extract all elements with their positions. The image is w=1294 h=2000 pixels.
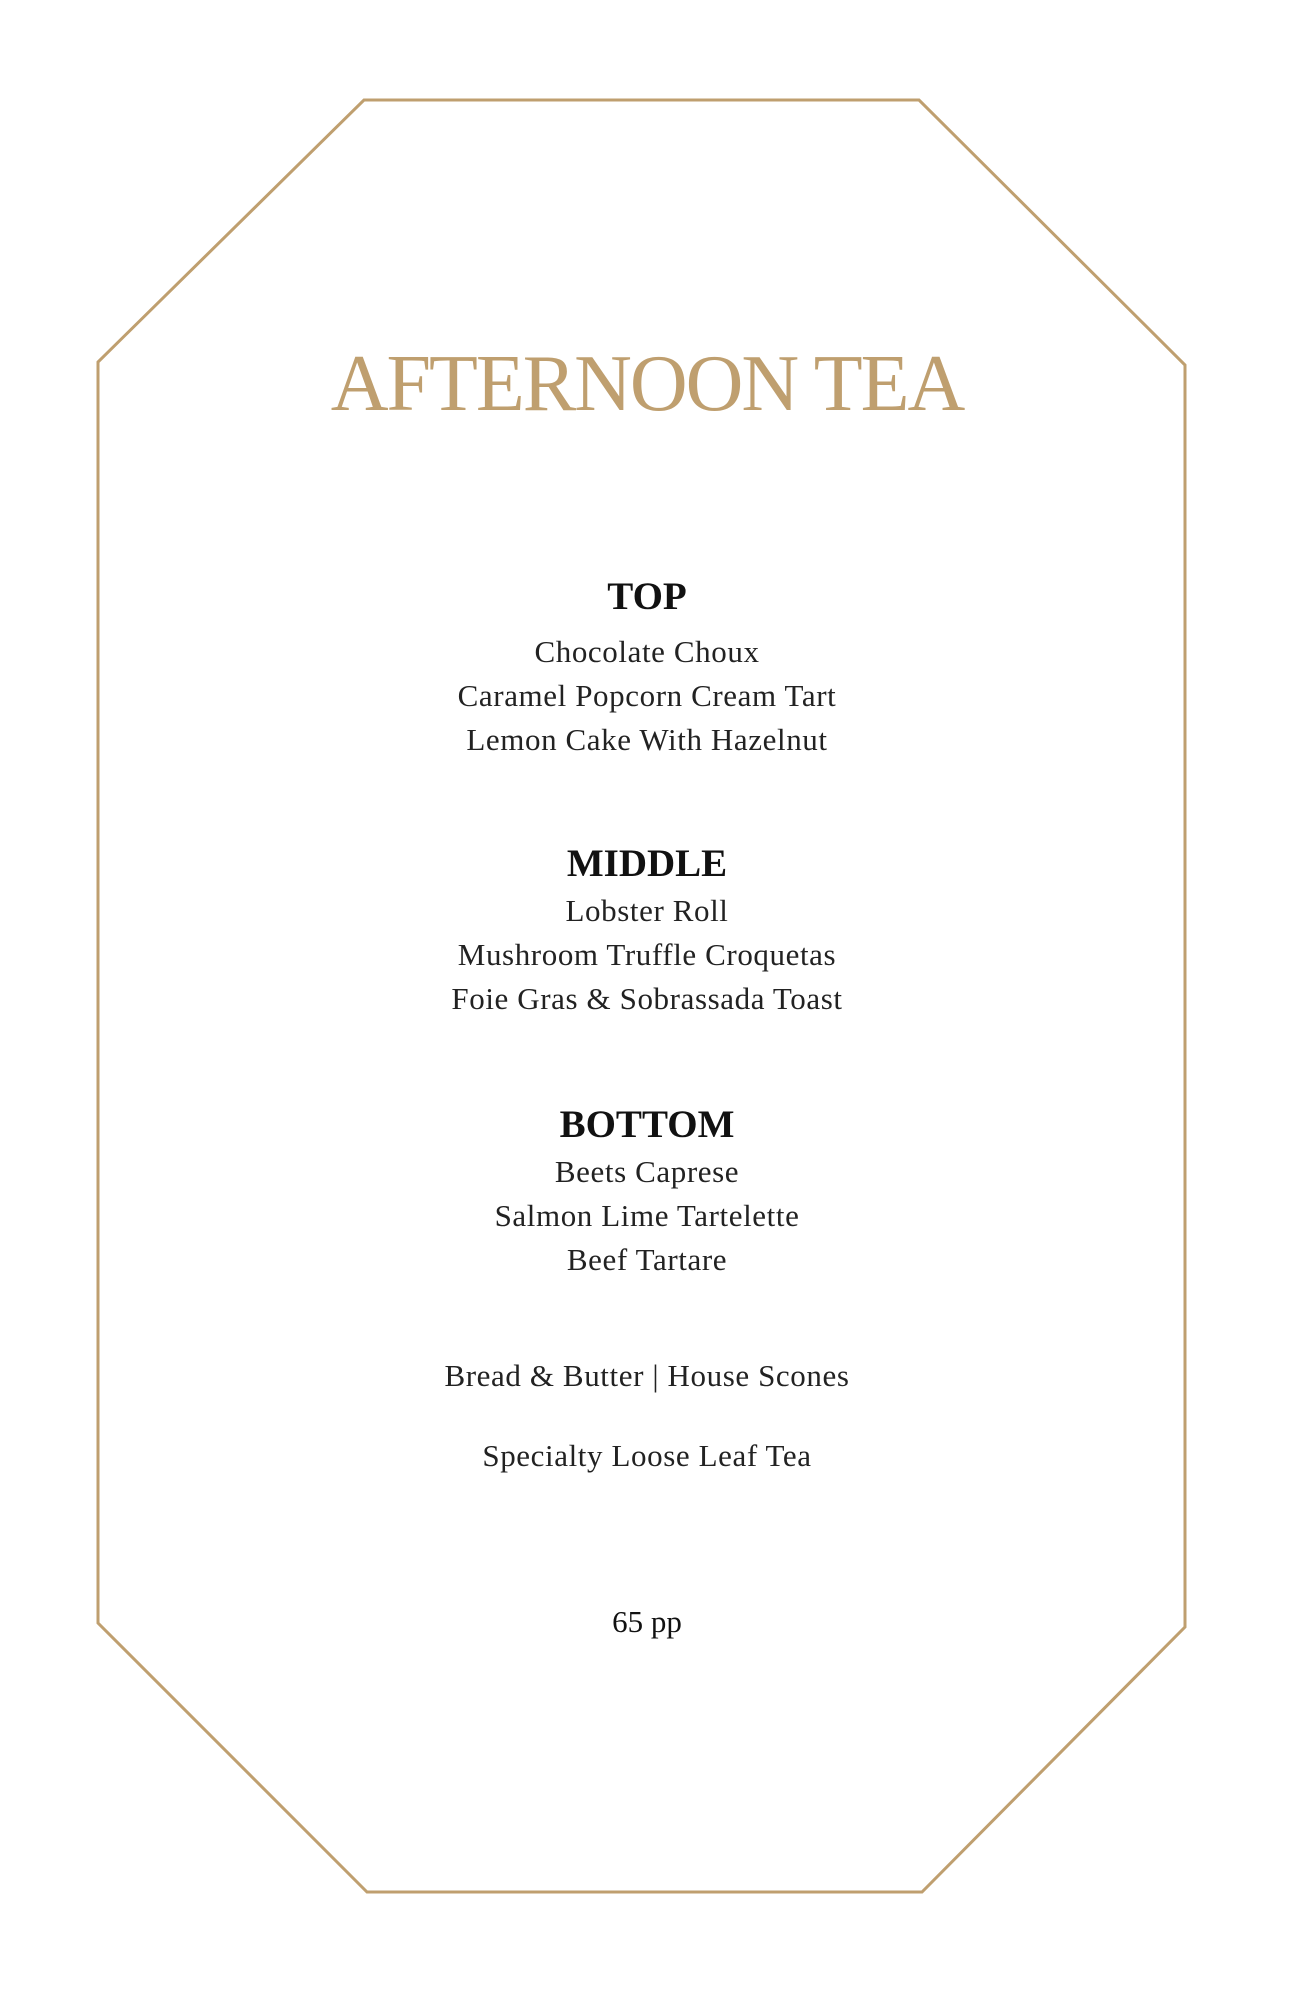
menu-item: Lobster Roll <box>565 893 729 928</box>
menu-item: Salmon Lime Tartelette <box>494 1198 800 1233</box>
menu-item: Chocolate Choux <box>534 634 760 669</box>
section-top <box>0 572 1294 762</box>
section-heading: MIDDLE <box>566 842 728 885</box>
section-middle <box>0 839 1294 1021</box>
section-heading: TOP <box>607 575 687 618</box>
menu-item: Caramel Popcorn Cream Tart <box>457 678 837 713</box>
menu-item: Mushroom Truffle Croquetas <box>457 937 837 972</box>
section-heading: BOTTOM <box>559 1103 735 1146</box>
menu-item: Beef Tartare <box>566 1242 728 1277</box>
extra-loose-leaf-tea: Specialty Loose Leaf Tea <box>482 1438 812 1473</box>
extra-bread-scones: Bread & Butter | House Scones <box>444 1358 850 1393</box>
menu-item: Lemon Cake With Hazelnut <box>466 722 828 757</box>
menu-item: Beets Caprese <box>554 1154 740 1189</box>
section-bottom <box>0 1100 1294 1282</box>
price: 65 pp <box>612 1604 682 1639</box>
menu-item: Foie Gras & Sobrassada Toast <box>451 981 843 1016</box>
menu-title: AFTERNOON TEA <box>330 340 964 428</box>
